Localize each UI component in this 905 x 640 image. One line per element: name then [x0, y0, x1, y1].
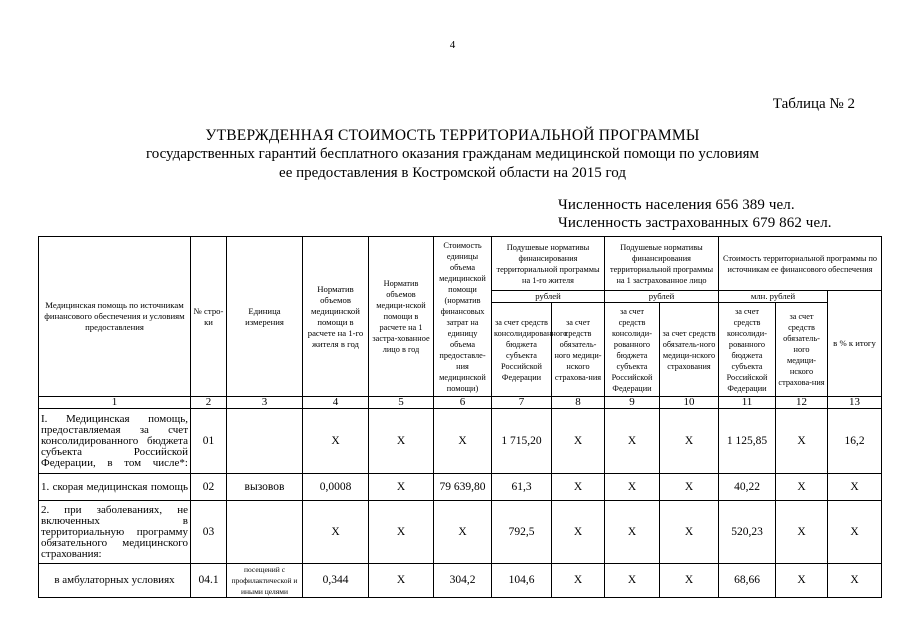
column-number: 5 — [369, 397, 434, 409]
row-cell: X — [552, 501, 605, 564]
row-cell: X — [828, 474, 882, 501]
header-norm-per-resident: Норматив объемов медицинской помощи в расчете на 1-го жителя в год — [303, 237, 369, 397]
row-cell: 79 639,80 — [434, 474, 492, 501]
row-cell: X — [369, 409, 434, 474]
row-cell: 68,66 — [719, 564, 776, 598]
header-oms-per-insured: за счет средств обязатель-ного медици-нского страхования — [660, 303, 719, 397]
document-subtitle-line2: ее предоставления в Костромской области на 2015 год — [279, 165, 626, 181]
table-label: Таблица № 2 — [772, 96, 855, 112]
header-row-1 — [39, 237, 882, 291]
row-cell: X — [660, 409, 719, 474]
row-description — [39, 409, 191, 474]
row-cell: 1 715,20 — [492, 409, 552, 474]
row-cell: X — [776, 409, 828, 474]
row-description — [39, 501, 191, 564]
table-row — [39, 564, 882, 598]
header-oms-cost: за счет средств обязатель-ного медици-нского страхова-ния — [776, 303, 828, 397]
row-cell: 304,2 — [434, 564, 492, 598]
column-number: 2 — [191, 397, 227, 409]
header-unit-rubles-2: рублей — [605, 291, 719, 303]
row-cell: X — [605, 501, 660, 564]
row-unit: вызовов — [227, 474, 303, 501]
row-cell: 40,22 — [719, 474, 776, 501]
document-title: УТВЕРЖДЕННАЯ СТОИМОСТЬ ТЕРРИТОРИАЛЬНОЙ ПРОГРАММЫ — [205, 127, 700, 144]
row-cell: 61,3 — [492, 474, 552, 501]
header-budget-per-insured: за счет средств консолиди-рованного бюджета субъекта Российской Федерации — [605, 303, 660, 397]
row-line-number: 03 — [191, 501, 227, 564]
header-unit-mln-rubles: млн. рублей — [719, 291, 828, 303]
column-number: 7 — [492, 397, 552, 409]
header-line-number: № стро-ки — [191, 237, 227, 397]
row-cell: X — [303, 409, 369, 474]
column-number: 11 — [719, 397, 776, 409]
row-cell: X — [369, 474, 434, 501]
row-cell: X — [605, 564, 660, 598]
row-cell: X — [434, 409, 492, 474]
table-row — [39, 501, 882, 564]
row-cell: X — [552, 474, 605, 501]
row-cell: X — [828, 501, 882, 564]
row-cell: X — [369, 501, 434, 564]
row-cell: X — [776, 501, 828, 564]
header-group-per-resident: Подушевые нормативы финансирования территориальной программы на 1-го жителя — [492, 237, 605, 291]
column-number: 1 — [39, 397, 191, 409]
column-number: 10 — [660, 397, 719, 409]
header-group-per-insured: Подушевые нормативы финансирования территориальной программы на 1 застрахованное лицо — [605, 237, 719, 291]
row-cell: X — [605, 474, 660, 501]
column-number: 9 — [605, 397, 660, 409]
page-number: 4 — [449, 39, 456, 51]
table-row — [39, 474, 882, 501]
row-cell: X — [660, 474, 719, 501]
column-number: 3 — [227, 397, 303, 409]
row-cell: X — [434, 501, 492, 564]
row-cell: X — [660, 501, 719, 564]
row-cell: 792,5 — [492, 501, 552, 564]
column-number: 12 — [776, 397, 828, 409]
row-description-text: 2. при заболеваниях, не включенных в территориальную программу обязательного медицинского страхования: — [41, 503, 188, 560]
row-cell: X — [369, 564, 434, 598]
row-cell: X — [552, 564, 605, 598]
row-description-text: 1. скорая медицинская помощь — [41, 480, 188, 493]
row-cell: X — [776, 564, 828, 598]
row-cell: X — [605, 409, 660, 474]
row-unit — [227, 501, 303, 564]
row-cell: X — [828, 564, 882, 598]
row-cell: 16,2 — [828, 409, 882, 474]
header-budget-per-resident: за счет средств консолидированного бюджета субъекта Российской Федерации — [492, 303, 552, 397]
header-unit-rubles-1: рублей — [492, 291, 605, 303]
header-norm-per-insured: Норматив объемов медици-нской помощи в расчете на 1 застра-хованное лицо в год — [369, 237, 434, 397]
row-line-number: 02 — [191, 474, 227, 501]
population-count: Численность населения 656 389 чел. — [558, 197, 795, 213]
row-cell: 0,344 — [303, 564, 369, 598]
header-budget-cost: за счет средств консолиди-рованного бюджета субъекта Российской Федерации — [719, 303, 776, 397]
column-number: 13 — [828, 397, 882, 409]
table-row — [39, 409, 882, 474]
document-subtitle-line1: государственных гарантий бесплатного оказания гражданам медицинской помощи по условиям — [145, 146, 760, 162]
header-percent-total: в % к итогу — [828, 291, 882, 397]
row-cell: 104,6 — [492, 564, 552, 598]
row-cell: X — [776, 474, 828, 501]
row-cell: X — [552, 409, 605, 474]
row-line-number: 04.1 — [191, 564, 227, 598]
column-number: 8 — [552, 397, 605, 409]
row-description — [39, 474, 191, 501]
header-medical-care: Медицинская помощь по источникам финансового обеспечения и условиям предоставления — [39, 237, 191, 397]
row-cell: 520,23 — [719, 501, 776, 564]
column-number: 6 — [434, 397, 492, 409]
row-description-text: I. Медицинская помощь, предоставляемая за счет консолидированного бюджета субъекта Российской Федерации, в том числе*: — [41, 412, 188, 469]
header-oms-per-resident: за счет средств обязатель-ного медици-нского страхова-ния — [552, 303, 605, 397]
header-unit-cost: Стоимость единицы объема медицинской помощи (норматив финансовых затрат на единицу объема предоставле-ния медицинской помощи) — [434, 237, 492, 397]
row-cell: 0,0008 — [303, 474, 369, 501]
insured-count: Численность застрахованных 679 862 чел. — [558, 215, 832, 231]
column-numbers-row — [39, 397, 882, 409]
header-group-program-cost: Стоимость территориальной программы по источникам ее финансового обеспечения — [719, 237, 882, 291]
row-description: в амбулаторных условиях — [39, 564, 191, 598]
row-unit — [227, 409, 303, 474]
column-number: 4 — [303, 397, 369, 409]
header-unit: Единица измерения — [227, 237, 303, 397]
row-unit: посещений с профилактической и иными целями — [227, 564, 303, 598]
row-cell: 1 125,85 — [719, 409, 776, 474]
row-cell: X — [303, 501, 369, 564]
row-line-number: 01 — [191, 409, 227, 474]
row-cell: X — [660, 564, 719, 598]
cost-table — [38, 236, 882, 598]
